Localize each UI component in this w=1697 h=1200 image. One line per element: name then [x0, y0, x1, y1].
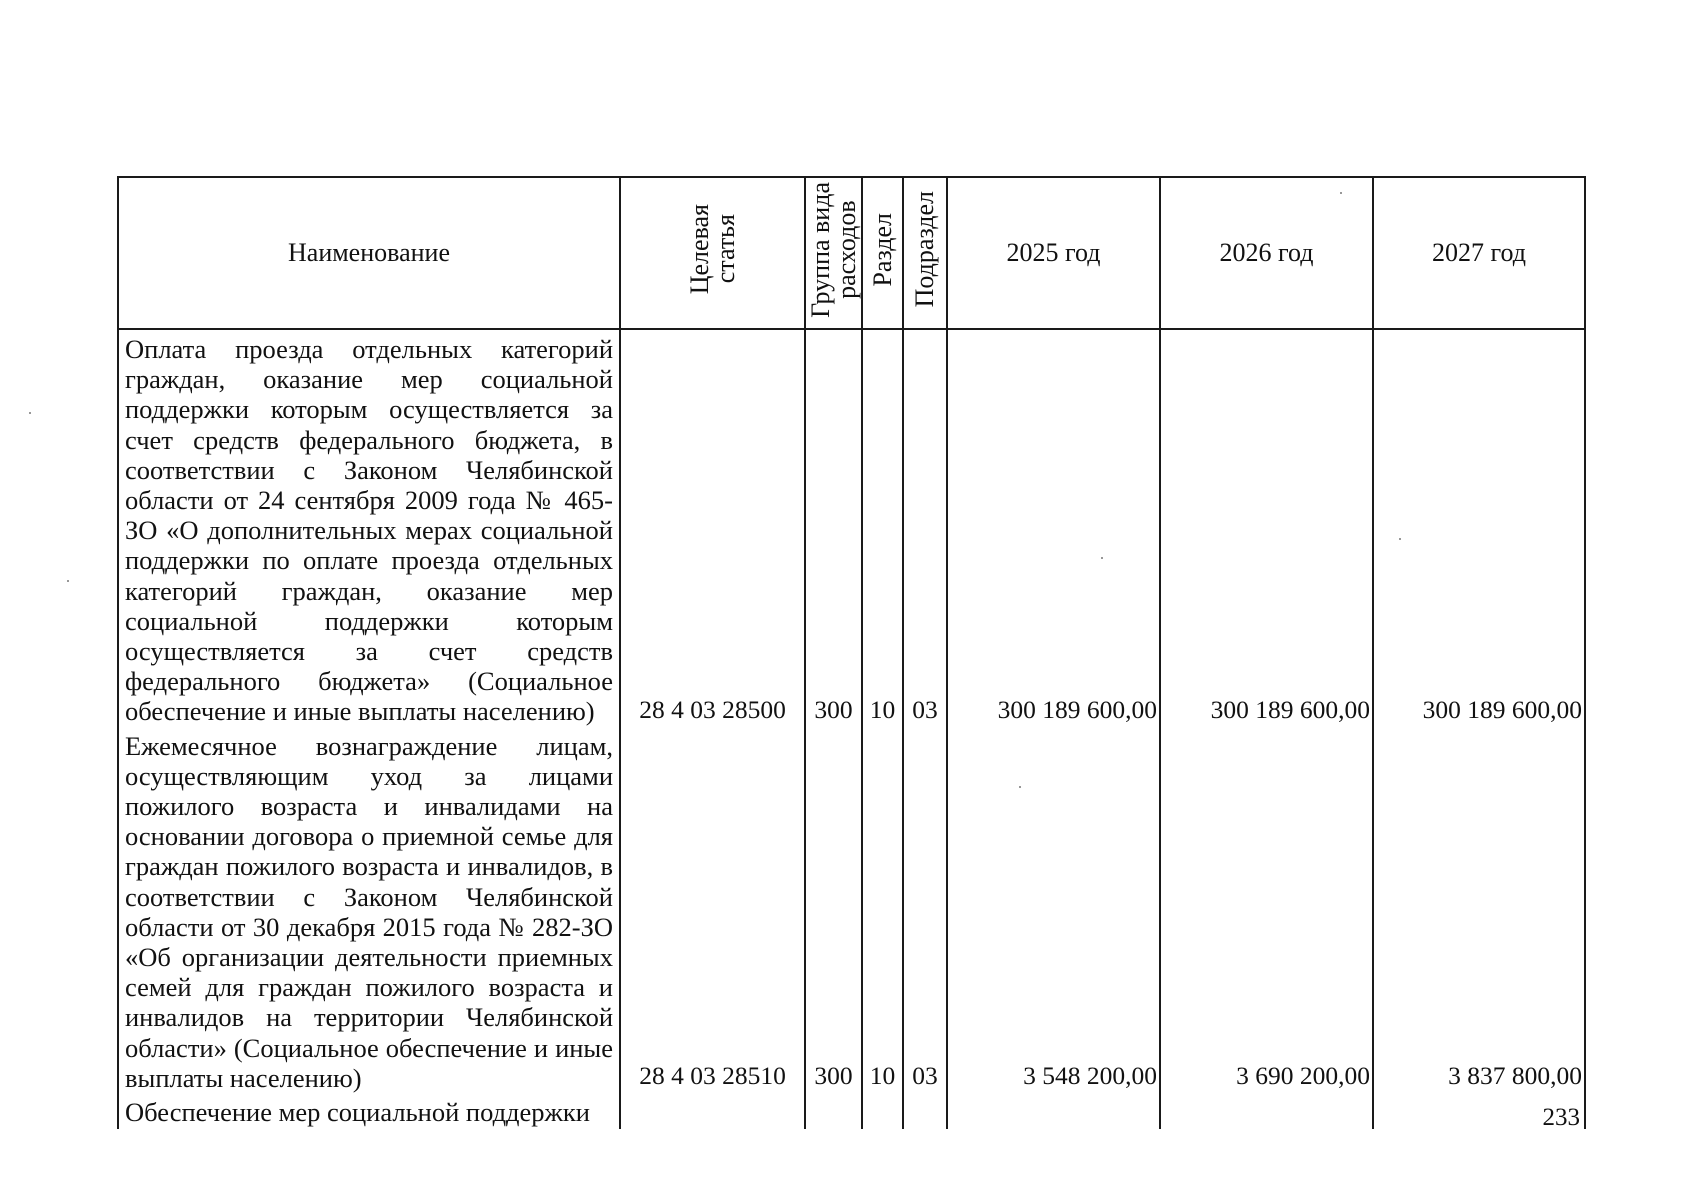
row-value-2027: 300 189 600,00	[1373, 329, 1585, 727]
row-target-article: 28 4 03 28510	[620, 727, 805, 1093]
header-section: Раздел	[862, 177, 903, 329]
row-section: 10	[862, 329, 903, 727]
row-value-2026: 300 189 600,00	[1160, 329, 1373, 727]
row-section: 10	[862, 727, 903, 1093]
header-year-2026: 2026 год	[1160, 177, 1373, 329]
row-name: Обеспечение мер социальной поддержки	[118, 1093, 620, 1129]
header-subsection: Подраздел	[903, 177, 947, 329]
header-name: Наименование	[118, 177, 620, 329]
header-year-2027: 2027 год	[1373, 177, 1585, 329]
page-number: 233	[1542, 1104, 1580, 1131]
scan-speck	[1019, 786, 1021, 788]
row-expense-group: 300	[805, 727, 862, 1093]
row-value-2027: 3 837 800,00	[1373, 727, 1585, 1093]
scan-speck	[1340, 192, 1342, 194]
header-year-2025: 2025 год	[947, 177, 1160, 329]
row-name: Ежемесячное вознаграждение лицам, осуществляющим уход за лицами пожилого возраста и инвалидами на основании договора о приемной семье для граждан пожилого возраста и инвалидов, в соответствии с Законом Челябинской области от 30 декабря 2015 года № 282-ЗО «Об организации деятельности приемных семей для граждан пожилого возраста и инвалидов на территории Челябинской области» (Социальное обеспечение и иные выплаты населению)	[118, 727, 620, 1093]
row-value-2025: 300 189 600,00	[947, 329, 1160, 727]
scan-speck	[29, 412, 31, 414]
budget-table	[117, 176, 1586, 1129]
scan-speck	[1399, 538, 1401, 540]
row-expense-group: 300	[805, 329, 862, 727]
row-value-2025: 3 548 200,00	[947, 727, 1160, 1093]
table-header-row	[118, 177, 1585, 329]
table-row	[118, 329, 1585, 727]
header-target-article: Целевая статья	[620, 177, 805, 329]
table-row	[118, 1093, 1585, 1129]
header-expense-group: Группа вида расходов	[805, 177, 862, 329]
row-name: Оплата проезда отдельных категорий граждан, оказание мер социальной поддержки которым осуществляется за счет средств федерального бюджета, в соответствии с Законом Челябинской области от 24 сентября 2009 года № 465-ЗО «О дополнительных мерах социальной поддержки по оплате проезда отдельных категорий граждан, оказание мер социальной поддержки которым осуществляется за счет средств федерального бюджета» (Социальное обеспечение и иные выплаты населению)	[118, 329, 620, 727]
row-target-article: 28 4 03 28500	[620, 329, 805, 727]
scan-speck	[67, 580, 69, 582]
row-subsection: 03	[903, 329, 947, 727]
scan-speck	[1101, 557, 1103, 559]
table-row	[118, 727, 1585, 1093]
row-value-2026: 3 690 200,00	[1160, 727, 1373, 1093]
row-subsection: 03	[903, 727, 947, 1093]
